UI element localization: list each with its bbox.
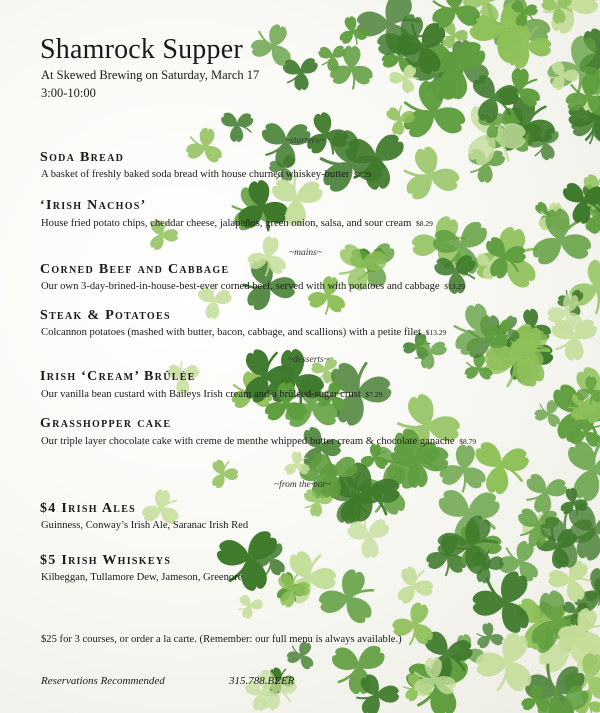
event-hours: 3:00-10:00 [41,86,96,100]
dish-price: $7.29 [365,390,383,399]
dish-price: $13.29 [425,328,447,337]
dish-price: $8.29 [416,219,433,228]
reservations-note: Reservations Recommended [41,675,165,687]
drink-irish-ales: $4 Irish Ales [40,501,137,516]
dish-corned-beef-desc: Our own 3-day-brined-in-house-best-ever corned beef, served with with potatoes and cabbage $13.29 [41,281,465,292]
section-mains: ~mains~ [289,248,322,258]
dish-price: $13.29 [444,282,465,291]
drink-irish-whiskeys-desc: Kilbeggan, Tullamore Dew, Jameson, Greenore [41,572,243,583]
dish-soda-bread-desc: A basket of freshly baked soda bread with house churned whiskey-butter $7.29 [41,169,371,180]
dish-irish-cream-brulee-desc: Our vanilla bean custard with Baileys Irish cream and a brûléed-sugar crust $7.29 [41,389,383,400]
dish-price: $8.79 [459,437,477,446]
dish-grasshopper-cake: Grasshopper cake [40,416,172,431]
dish-price: $7.29 [353,170,371,179]
dish-irish-cream-brulee: Irish ‘Cream’ Brûlée [40,369,196,384]
dish-soda-bread: Soda Bread [40,150,125,165]
dish-steak-potatoes: Steak & Potatoes [40,308,171,323]
event-subtitle: At Skewed Brewing on Saturday, March 17 [41,68,260,82]
dish-steak-potatoes-desc: Colcannon potatoes (mashed with butter, bacon, cabbage, and scallions) with a petite filet $13.29 [41,327,447,338]
menu-title: Shamrock Supper [40,34,243,65]
dish-grasshopper-cake-desc: Our triple layer chocolate cake with creme de menthe whipped butter cream & chocolate ganache $8.79 [41,436,477,447]
pricing-note: $25 for 3 courses, or order a la carte. (Remember: our full menu is always available.) [41,634,402,645]
section-bar: ~from the bar~ [274,480,332,490]
drink-irish-ales-desc: Guinness, Conway’s Irish Ale, Saranac Irish Red [41,520,249,531]
dish-irish-nachos: ‘Irish Nachos’ [40,198,147,213]
phone-number: 315.788.BEER [229,675,295,687]
drink-irish-whiskeys: $5 Irish Whiskeys [40,553,172,568]
section-starters: ~starters~ [285,136,325,146]
dish-irish-nachos-desc: House fried potato chips, cheddar cheese, jalapeños, green onion, salsa, and sour cream $8.29 [41,218,433,229]
section-desserts: ~desserts~ [288,355,329,365]
dish-corned-beef: Corned Beef and Cabbage [40,262,230,277]
